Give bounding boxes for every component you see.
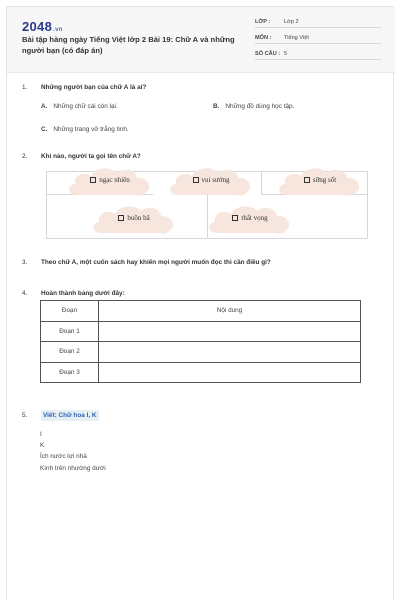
- worksheet-page: [6, 6, 394, 600]
- choice-that-vong[interactable]: [205, 203, 295, 237]
- q1-option-b[interactable]: [213, 103, 294, 110]
- question-4-number: 4.: [22, 290, 28, 297]
- meta-count-key: SỐ CÂU :: [255, 51, 281, 57]
- q1-option-b-text: Những đồ dùng học tập.: [225, 103, 295, 110]
- question-4-text: Hoàn thành bảng dưới đây:: [41, 290, 125, 297]
- q1-option-c-text: Những trang vở trắng tinh.: [53, 126, 129, 133]
- meta-grade: [255, 16, 381, 28]
- q1-option-c-letter: C.: [41, 126, 48, 133]
- meta-subject-key: MÔN :: [255, 35, 272, 41]
- q1-option-b-letter: B.: [213, 103, 220, 110]
- choice-sung-sot[interactable]: [275, 165, 365, 199]
- logo-main: 2048: [22, 19, 53, 34]
- choice-ngac-nhien[interactable]: [65, 165, 155, 199]
- site-logo[interactable]: [22, 19, 63, 34]
- meta-count-value: 5: [284, 51, 288, 57]
- q1-option-a-text: Những chữ cái còn lại.: [53, 103, 118, 110]
- question-2-text: Khi nào, người ta gọi tên chữ A?: [41, 153, 141, 160]
- question-3-text: Theo chữ A, một cuốn sách hay khiến mọi người muốn đọc thì cần điều gì?: [41, 259, 271, 266]
- table-row: [41, 321, 361, 342]
- table-row-label: Đoạn 3: [41, 362, 99, 383]
- writing-line: I: [40, 431, 42, 438]
- question-5-text[interactable]: Viết: Chữ hoa I, K: [43, 412, 97, 419]
- choice-vui-suong-label: vui sướng: [201, 176, 230, 184]
- table-header-doan: Đoạn: [41, 301, 99, 322]
- table-row-label: Đoạn 1: [41, 321, 99, 342]
- meta-subject-value: Tiếng Việt: [284, 35, 309, 41]
- table-header-row: [41, 301, 361, 322]
- table-answer-cell[interactable]: [99, 362, 361, 383]
- choice-buon-ba-label: buồn bã: [127, 214, 150, 222]
- checkbox-icon[interactable]: [193, 177, 199, 183]
- table-row-label: Đoạn 2: [41, 342, 99, 363]
- writing-line: Kính trên nhường dưới: [40, 465, 106, 472]
- question-1-number: 1.: [22, 84, 28, 91]
- checkbox-icon[interactable]: [90, 177, 96, 183]
- answer-table: [40, 300, 361, 383]
- question-5-number: 5.: [22, 412, 28, 419]
- table-answer-cell[interactable]: [99, 342, 361, 363]
- question-3-number: 3.: [22, 259, 28, 266]
- question-2-number: 2.: [22, 153, 28, 160]
- meta-grade-value: Lớp 2: [284, 19, 299, 25]
- choice-that-vong-label: thất vọng: [241, 214, 268, 222]
- choice-vui-suong[interactable]: [166, 165, 256, 199]
- checkbox-icon[interactable]: [304, 177, 310, 183]
- table-row: [41, 362, 361, 383]
- q1-option-c[interactable]: [41, 126, 129, 133]
- table-answer-cell[interactable]: [99, 321, 361, 342]
- choice-buon-ba[interactable]: [89, 203, 179, 237]
- writing-line: K: [40, 442, 45, 449]
- q1-option-a[interactable]: [41, 103, 118, 110]
- meta-count: [255, 48, 381, 60]
- checkbox-icon[interactable]: [118, 215, 124, 221]
- worksheet-title: Bài tập hàng ngày Tiếng Việt lớp 2 Bài 19: Chữ A và những người bạn (có đáp án): [22, 35, 235, 55]
- table-header-noi-dung: Nội dung: [99, 301, 361, 322]
- choice-sung-sot-label: sững sốt: [312, 176, 337, 184]
- checkbox-icon[interactable]: [232, 215, 238, 221]
- worksheet-header: [7, 7, 395, 73]
- meta-grade-key: LỚP :: [255, 19, 271, 25]
- meta-subject: [255, 32, 381, 44]
- choice-ngac-nhien-label: ngạc nhiên: [99, 176, 130, 184]
- writing-line: Ích nước lợi nhà: [40, 453, 87, 460]
- logo-suffix: .vn: [53, 27, 63, 33]
- q1-option-a-letter: A.: [41, 103, 48, 110]
- table-row: [41, 342, 361, 363]
- question-1-text: Những người bạn của chữ A là ai?: [41, 84, 147, 91]
